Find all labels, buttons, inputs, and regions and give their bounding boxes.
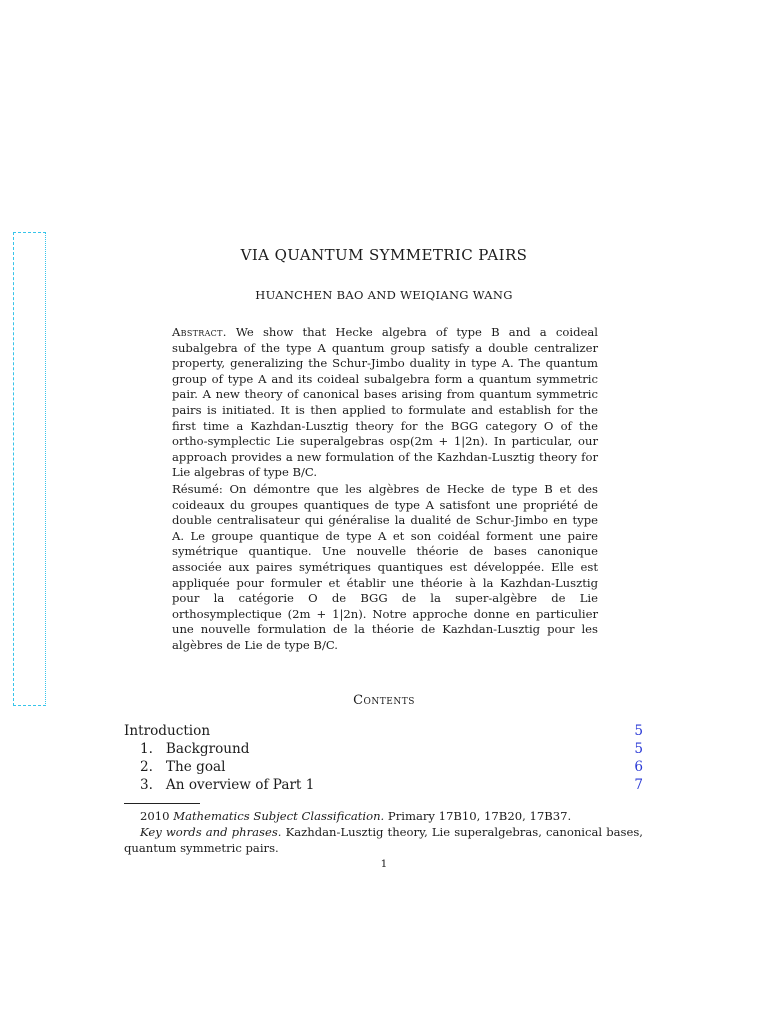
contents-title: Contents (353, 693, 415, 708)
toc-entry-page[interactable]: 5 (634, 723, 643, 739)
footnote (124, 808, 643, 856)
footnote-keywords (124, 824, 643, 856)
msc-year: 2010 (140, 809, 170, 823)
footnote-msc (124, 808, 643, 824)
keywords-text: Kazhdan-Lusztig theory, Lie superalgebras, canonical bases, quantum symmetric pairs. (124, 825, 643, 855)
table-of-contents (124, 722, 643, 794)
resume: Résumé: On démontre que les algèbres de Hecke de type B et des coideaux du groupes quantiques de type A satisfont une propriété de double centralisateur qui généralise la dualité de Schur-Jimbo en type A. Le groupe quantique de type A et son coidéal forment une paire symétrique quantique. Une nouvelle théorie de bases canonique associée aux paires symétriques quantiques est développée. Elle est appliquée pour formuler et établir une théorie à la Kazhdan-Lusztig pour la catégorie O de BGG de la super-algèbre de Lie orthosymplectique (2m + 1|2n). Notre approche donne en particulier une nouvelle formulation de la théorie de Kazhdan-Lusztig pour les algèbres de Lie de type B/C. (172, 482, 598, 652)
msc-label: Mathematics Subject Classification. (173, 809, 385, 823)
page-number: 1 (380, 858, 388, 870)
footnote-rule (124, 803, 200, 804)
margin-box (13, 232, 46, 706)
paper-title: VIA QUANTUM SYMMETRIC PAIRS (240, 246, 528, 264)
toc-entry-page[interactable]: 6 (634, 759, 643, 775)
msc-text: Primary 17B10, 17B20, 17B37. (387, 809, 572, 823)
toc-entry-label[interactable]: 1. Background (140, 741, 250, 757)
toc-entry-label[interactable]: 2. The goal (140, 759, 226, 775)
toc-entry-overview[interactable] (124, 776, 643, 794)
toc-entry-goal[interactable] (124, 758, 643, 776)
authors: HUANCHEN BAO AND WEIQIANG WANG (255, 288, 513, 302)
abstract-label: Abstract. (172, 325, 227, 339)
toc-entry-page[interactable]: 7 (634, 777, 643, 793)
abstract-text: We show that Hecke algebra of type B and a coideal subalgebra of the type A quantum group satisfy a double centralizer property, generalizing the Schur-Jimbo duality in type A. The quantum group of type A and its coideal subalgebra form a quantum symmetric pair. A new theory of canonical bases arising from quantum symmetric pairs is initiated. It is then applied to formulate and establish for the first time a Kazhdan-Lusztig theory for the BGG category O of the ortho-symplectic Lie superalgebras osp(2m + 1|2n). In particular, our approach provides a new formulation of the Kazhdan-Lusztig theory for Lie algebras of type B/C. (172, 325, 598, 480)
toc-entry-label[interactable]: Introduction (124, 723, 211, 739)
toc-entry-page[interactable]: 5 (634, 741, 643, 757)
keywords-label: Key words and phrases. (140, 825, 282, 839)
toc-entry-background[interactable] (124, 740, 643, 758)
abstract (172, 325, 598, 481)
toc-entry-label[interactable]: 3. An overview of Part 1 (140, 777, 315, 793)
toc-entry-introduction[interactable] (124, 722, 643, 740)
